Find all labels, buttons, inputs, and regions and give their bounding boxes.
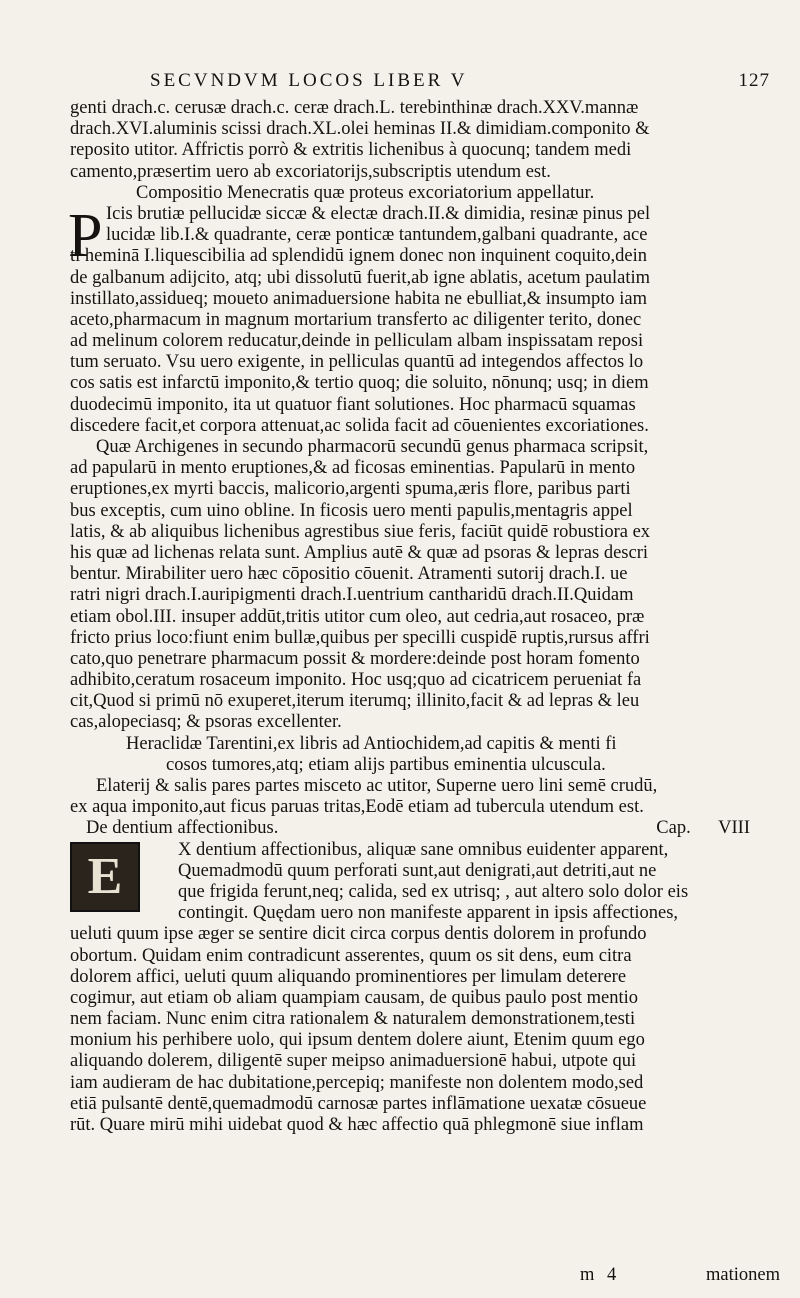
text-line: adhibito,ceratum rosaceum imponito. Hoc usq;quo ad cicatricem perueniat fa [70,670,642,691]
text-line: his quæ ad lichenas relata sunt. Amplius autē & quæ ad psoras & lepras descri [70,542,649,563]
chapter-title: De dentium affectionibus. [86,818,279,839]
text-line: dolorem affici, ueluti quum aliquando prominentiores per limulam deterere [70,966,627,987]
text-line: cos satis est infarctū imponito,& tertio quoq; die soluito, nōnunq; usq; in diem [70,373,649,394]
text-line: tum seruato. Vsu uero exigente, in pelliculas quantū ad integendos affectos lo [70,352,644,373]
chapter-number [656,818,750,839]
paragraph-drop-p [68,201,770,437]
text-line: instillato,assidueq; moueto animaduersione habita ne ebulliat,& insumpto iam [70,288,647,309]
text-line: obortum. Quidam enim contradicunt asserentes, quum os sit dens, eum citra [70,945,632,966]
text-line: cogimur, aut etiam ob aliam quampiam causam, de quibus paulo post mentio [70,987,639,1008]
section-heading: Compositio Menecratis quæ proteus excoriatorium appellatur. [136,182,595,203]
text-line: drach.XVI.aluminis scissi drach.XL.olei heminas II.& dimidiam.componito & [70,119,650,140]
text-line: de galbanum adijcito, atq; ubi dissolutū fuerit,ab igne ablatis, acetum paulatim [70,267,651,288]
text-line: cas,alopeciasq; & psoras excellenter. [70,712,342,733]
text-line: Quemadmodū quum perforati sunt,aut denigrati,aut detriti,aut ne [178,860,657,881]
text-line: ex aqua imponito,aut ficus paruas tritas,Eodē etiam ad tubercula utendum est. [70,797,644,818]
text-line: ad papularū in mento eruptiones,& ad ficosas eminentias. Papularū in mento [70,458,636,479]
running-head-title: SECVNDVM LOCOS LIBER V [150,70,468,91]
text-line: bus exceptis, cum uino obline. In ficosis uero menti papulis,mentagris appel [70,500,633,521]
text-line: camento,præsertim uero ab excoriatorijs,subscriptis utendum est. [70,161,551,182]
text-line: genti drach.c. cerusæ drach.c. ceræ drach.L. terebinthinæ drach.XXV.mannæ [70,98,639,118]
text-line: nem faciam. Nunc enim citra rationalem & naturalem demonstrationem,testi [70,1009,636,1030]
text-line: X dentium affectionibus, aliquæ sane omnibus euidenter apparent, [178,839,669,860]
catchword: mationem [706,1265,780,1285]
text-line: etiam obol.III. insuper addūt,tritis utitor cum oleo, aut cedria,aut rosaceo, præ [70,606,645,627]
text-line: duodecimū imponito, ita ut quatuor fiant solutiones. Hoc pharmacū squamas [70,394,636,415]
text-line: ti heminā I.liquescibilia ad splendidū ignem donec non inquinent coquito,dein [70,246,647,267]
decorated-initial [70,842,140,912]
text-line: rūt. Quare mirū mihi uidebat quod & hæc affectio quā phlegmonē siue inflam [70,1115,644,1135]
text-line: eruptiones,ex myrti baccis, malicorio,argenti spuma,æris flore, paribus parti [70,479,631,500]
decorated-initial-letter: E [87,847,123,905]
chapter-heading [70,818,770,839]
running-head [150,70,770,92]
text-line: iam audieram de hac dubitatione,percepiq; manifeste non dolentem modo,sed [70,1072,644,1093]
section-heading: Heraclidæ Tarentini,ex libris ad Antiochidem,ad capitis & menti fi [126,733,617,754]
text-line: aceto,pharmacum in magnum mortarium transferto ac diligenter terito, donec [70,309,642,330]
text-line: latis, & ab aliquibus lichenibus agrestibus siue feris, faciūt quidē robustiora ex [70,521,651,542]
text-line: ad melinum colorem reducatur,deinde in pelliculam albam inspissatam reposi [70,331,644,352]
text-line: contingit. Quędam uero non manifeste apparent in ipsis affectiones, [178,903,679,924]
page-body [70,98,770,1136]
text-line: discedere facit,et corpora attenuat,ac solida facit ad cōuenientes excoriationes. [70,415,649,436]
text-line: que frigida ferunt,neq; calida, sed ex utrisq; , aut altero solo dolor eis [178,881,689,902]
text-line: fricto prius loco:fiunt enim bullæ,quibus per specilli cuspidē ruptis,rursus affri [70,627,650,648]
text-line: cato,quo penetrare pharmacum possit & mordere:deinde post horam fomento [70,648,640,669]
page-footer [540,1265,780,1286]
text-line: etiā pulsantē dentē,quemadmodū carnosæ partes inflāmatione uexatæ cōsueue [70,1093,647,1114]
text-line: Elaterij & salis pares partes misceto ac utitor, Superne uero lini semē crudū, [96,776,658,796]
text-line: Quæ Archigenes in secundo pharmacorū secundū genus pharmaca scripsit, [96,437,649,457]
page-number: 127 [738,70,770,91]
text-line: ratri nigri drach.I.auripigmenti drach.I.uentrium cantharidū drach.II.Quidam [70,585,634,606]
text-line: lucidæ lib.I.& quadrante, ceræ ponticæ tantundem,galbani quadrante, ace [106,225,648,246]
text-line: cit,Quod si primū nō exuperet,iterum iterumq; illinito,facit & ad lepras & leu [70,691,640,712]
paragraph-drop-e [70,840,770,925]
text-line: ueluti quum ipse æger se sentire dicit circa corpus dentis dolorem in profundo [70,924,647,945]
text-line: aliquando dolerem, diligentē super meipso animaduersionē habui, utpote qui [70,1051,637,1072]
chapter-label: Cap. [656,818,691,839]
text-line: reposito utitor. Affrictis porrò & extritis lichenibus à quocunq; tandem medi [70,140,632,161]
drop-capital: P [68,201,103,270]
section-heading-cont: cosos tumores,atq; etiam alijs partibus eminentia ulcuscula. [166,754,606,775]
text-line: bentur. Mirabiliter uero hæc cōpositio cōuenit. Atramenti sutorij drach.I. ue [70,564,628,585]
signature-mark: m 4 [580,1265,621,1285]
text-line: monium his perhibere uolo, qui ipsum dentem dolere aiunt, Etenim quum ego [70,1030,645,1051]
text-line: Icis brutiæ pellucidæ siccæ & electæ drach.II.& dimidia, resinæ pinus pel [106,203,651,224]
chapter-numeral: VIII [718,818,750,839]
